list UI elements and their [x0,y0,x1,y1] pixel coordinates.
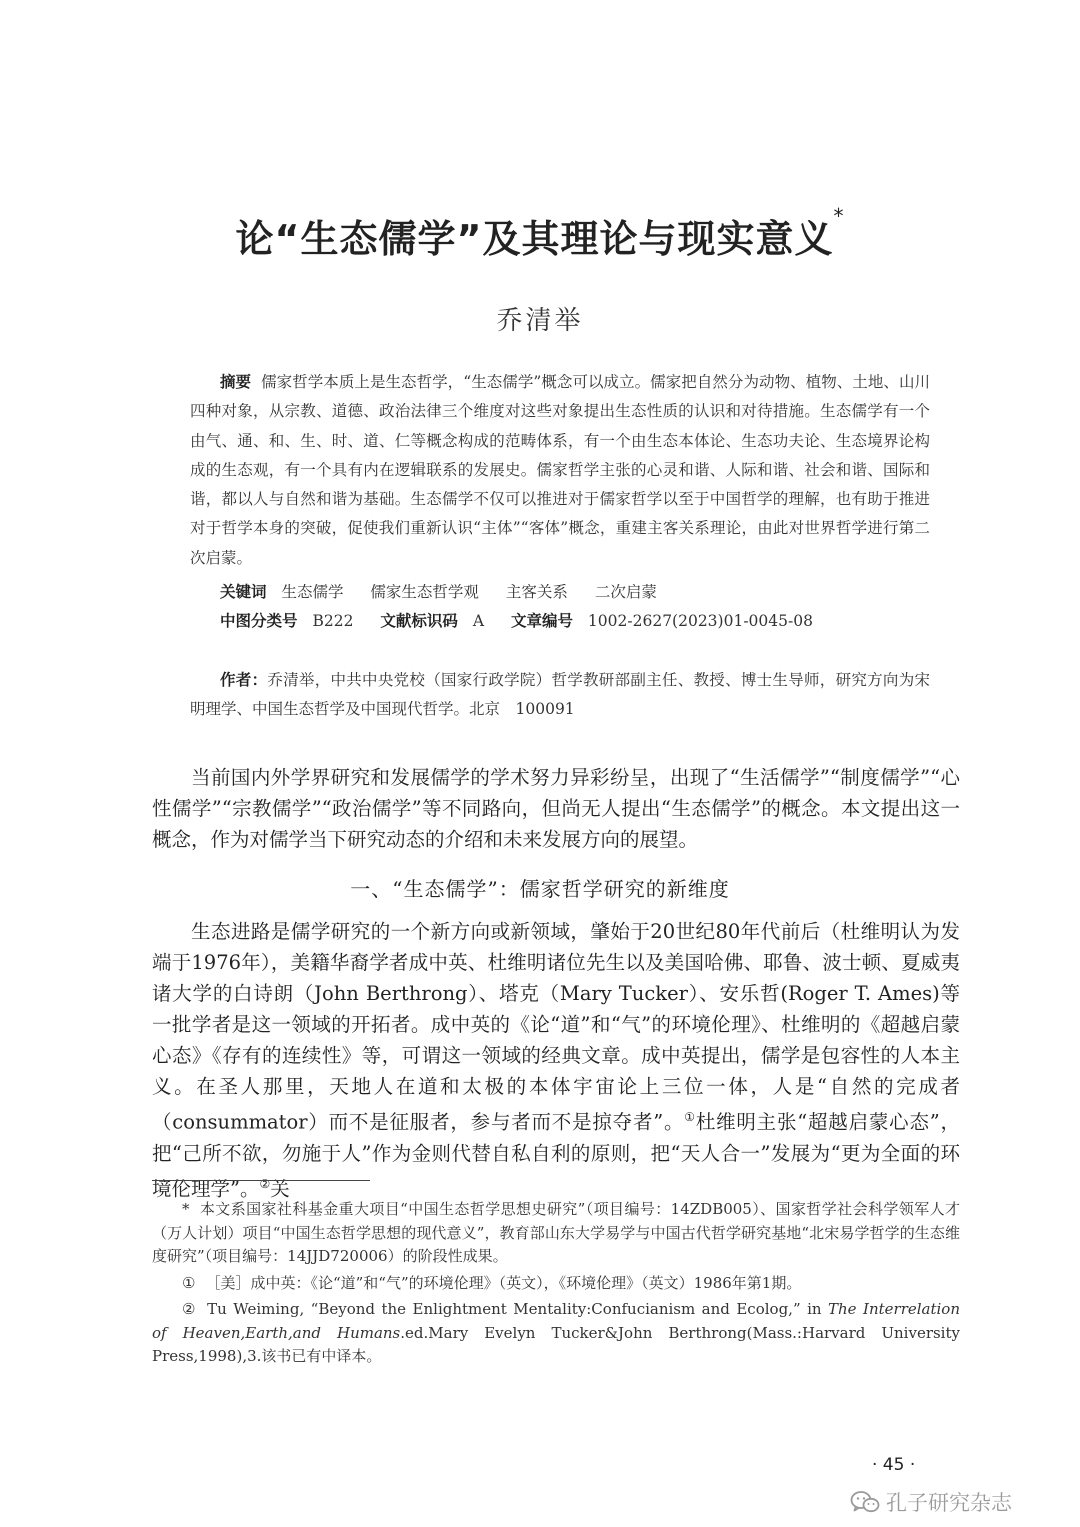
wechat-icon [850,1490,880,1514]
footnote-2 [152,1298,960,1369]
watermark [850,1487,1012,1517]
footnote-ref-2[interactable]: ② [259,1176,271,1191]
footnote-marker: * [182,1200,190,1218]
footnote-text: 本文系国家社科基金重大项目“中国生态哲学思想史研究”（项目编号：14ZDB005）、国家哲学社会科学领军人才（万人计划）项目“中国生态哲学思想的现代意义”，教育部山东大学易学与中国古代哲学研究基地“北宋易学哲学的生态维度研究”（项目编号：14JJD720006）的阶段性成果。 [152,1200,960,1265]
title-footnote-marker: * [833,204,845,228]
paper-title [0,204,1080,263]
watermark-text: 孔子研究杂志 [886,1491,1012,1515]
page-number: · 45 · [872,1455,916,1475]
article-number-value: 1002-2627(2023)01-0045-08 [587,612,813,630]
footnote-star [152,1198,960,1269]
footnote-text: Tu Weiming, “Beyond the Enlightment Mentality:Confucianism and Ecolog,” in [207,1300,829,1318]
book-title: The Interrelation of Heaven,Earth,and Humans [152,1300,960,1342]
section-heading: 一、“生态儒学”：儒家哲学研究的新维度 [350,877,730,901]
abstract [190,368,930,573]
footnote-1 [152,1272,960,1296]
keyword: 儒家生态哲学观 [370,583,479,601]
keyword: 二次启蒙 [594,583,657,601]
author-info [190,666,930,724]
footnote-ref-1[interactable]: ① [684,1110,696,1124]
classification-line [220,609,835,631]
footnote-marker: ① [182,1273,196,1292]
footnote-text: .ed.Mary Evelyn Tucker&John Berthrong(Mass.:Harvard University Press,1998),3.该书已有中译本。 [152,1323,960,1365]
author-info-label: 作者： [220,671,268,689]
keyword: 生态儒学 [281,583,344,601]
keywords [220,580,679,602]
footnotes [152,1198,960,1372]
body-paragraph-1: 当前国内外学界研究和发展儒学的学术努力异彩纷呈，出现了“生活儒学”“制度儒学”“心性儒学”“宗教儒学”“政治儒学”等不同路向，但尚无人提出“生态儒学”的概念。本文提出这一概念，作为对儒学当下研究动态的介绍和未来发展方向的展望。 [152,766,960,851]
doc-code-value: A [472,612,485,630]
keyword: 主客关系 [505,583,568,601]
paragraph-text: 生态进路是儒学研究的一个新方向或新领域，肇始于20世纪80年代前后（杜维明认为发端于1976年），美籍华裔学者成中英、杜维明诸位先生以及美国哈佛、耶鲁、波士顿、夏威夷诸大学的白诗朗（John Berthrong）、塔克（Mary Tucker）、安乐哲(Roger T. Ames)等一批学者是这一领域的开拓者。成中英的《论“道”和“气”的环境伦理》、杜维明的《超越启蒙心态》《存有的连续性》等，可谓这一领域的经典文章。成中英提出，儒学是包容性的人本主义。在圣人那里，天地人在道和太极的本体宇宙论上三位一体，人是“自然的完成者（consummator）而不是征服者，参与者而不是掠夺者”。 [152,920,960,1134]
clc-value: B222 [312,612,354,630]
footnote-marker: ② [182,1300,198,1318]
title-text: 论“生态儒学”及其理论与现实意义 [235,217,834,261]
body-paragraph-2 [152,916,960,1204]
author-info-text: 乔清举，中共中央党校（国家行政学院）哲学教研部副主任、教授、博士生导师，研究方向为宋明理学、中国生态哲学及中国现代哲学。北京 100091 [190,671,930,718]
paragraph-text: 关 [270,1177,290,1200]
author-name: 乔清举 [496,306,584,336]
article-number-label: 文章编号 [510,612,573,630]
footnote-divider [152,1180,370,1181]
paragraph-text: 杜维明主张“超越启蒙心态”，把“己所不欲，勿施于人”作为金则代替自私自利的原则，把“天人合一”发展为“更为全面的环境伦理学”。 [152,1110,960,1200]
clc-label: 中图分类号 [220,612,298,630]
keywords-label: 关键词 [220,583,267,601]
abstract-text: 儒家哲学本质上是生态哲学，“生态儒学”概念可以成立。儒家把自然分为动物、植物、土地、山川四种对象，从宗教、道德、政治法律三个维度对这些对象提出生态性质的认识和对待措施。生态儒学有一个由气、通、和、生、时、道、仁等概念构成的范畴体系，有一个由生态本体论、生态功夫论、生态境界论构成的生态观，有一个具有内在逻辑联系的发展史。儒家哲学主张的心灵和谐、人际和谐、社会和谐、国际和谐，都以人与自然和谐为基础。生态儒学不仅可以推进对于儒家哲学以至于中国哲学的理解，也有助于推进对于哲学本身的突破，促使我们重新认识“主体”“客体”概念，重建主客关系理论，由此对世界哲学进行第二次启蒙。 [190,373,930,567]
abstract-label: 摘要 [220,373,252,391]
footnote-text: ［美］成中英：《论“道”和“气”的环境伦理》（英文），《环境伦理》（英文）1986年第1期。 [205,1273,802,1292]
doc-code-label: 文献标识码 [380,612,458,630]
